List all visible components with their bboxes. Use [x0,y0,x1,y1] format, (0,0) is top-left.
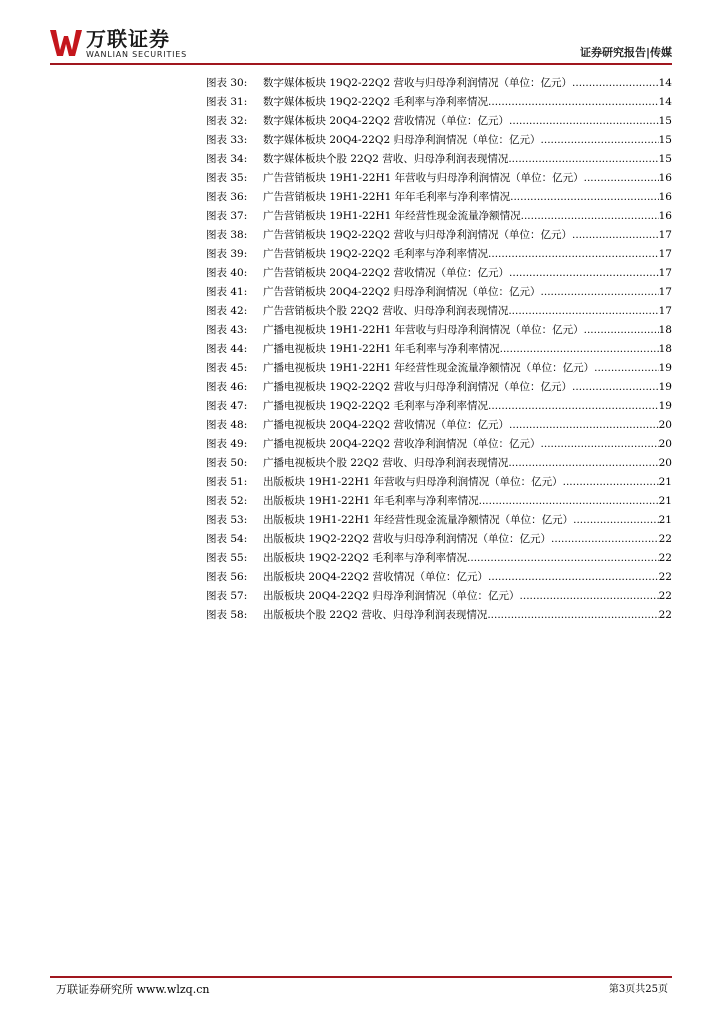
figure-page-number: 17 [658,286,672,298]
footer-publisher: 万联证券研究所 www.wlzq.cn [56,983,210,996]
leader-dots [488,245,659,264]
figure-page-number: 18 [658,324,672,336]
figure-page-number: 14 [658,96,672,108]
figure-title: 广告营销板块 19H1-22H1 年营收与归母净利润情况（单位：亿元） [263,172,584,184]
toc-entry[interactable] [206,416,672,435]
figure-number: 图表 44: [206,343,248,355]
toc-entry[interactable] [206,302,672,321]
leader-dots [509,112,659,131]
header-divider [50,63,672,65]
figure-number: 图表 49: [206,438,248,450]
leader-dots [572,226,659,245]
figure-title: 广告营销板块 19Q2-22Q2 毛利率与净利率情况 [263,248,489,260]
logo-english-name: WANLIAN SECURITIES [86,50,188,59]
figure-page-number: 17 [658,248,672,260]
figure-title: 数字媒体板块 20Q4-22Q2 营收情况（单位：亿元） [263,115,510,127]
figure-title: 数字媒体板块 19Q2-22Q2 毛利率与净利率情况 [263,96,489,108]
figure-title: 广播电视板块个股 22Q2 营收、归母净利润表现情况 [263,457,509,469]
figure-number: 图表 52: [206,495,248,507]
leader-dots [488,397,659,416]
figure-title: 广播电视板块 19H1-22H1 年毛利率与净利率情况 [263,343,500,355]
company-logo [50,28,187,60]
figure-page-number: 16 [658,191,672,203]
figure-number: 图表 56: [206,571,248,583]
figure-page-number: 22 [658,590,672,602]
toc-entry[interactable] [206,150,672,169]
leader-dots [541,435,659,454]
figure-number: 图表 50: [206,457,248,469]
figure-title: 出版板块 20Q4-22Q2 营收情况（单位：亿元） [263,571,489,583]
figure-number: 图表 45: [206,362,248,374]
figure-title: 广播电视板块 20Q4-22Q2 营收情况（单位：亿元） [263,419,510,431]
figure-number: 图表 46: [206,381,248,393]
leader-dots [584,321,659,340]
page-number: 第3页共25页 [608,984,668,995]
toc-entry[interactable] [206,492,672,511]
figure-page-number: 15 [658,115,672,127]
toc-entry[interactable] [206,74,672,93]
leader-dots [467,549,659,568]
figure-page-number: 19 [658,400,672,412]
figure-title: 广告营销板块 19Q2-22Q2 营收与归母净利润情况（单位：亿元） [263,229,573,241]
toc-entry[interactable] [206,131,672,150]
figure-title: 广播电视板块 19H1-22H1 年营收与归母净利润情况（单位：亿元） [263,324,584,336]
toc-entry[interactable] [206,435,672,454]
figure-title: 出版板块 19Q2-22Q2 营收与归母净利润情况（单位：亿元） [263,533,552,545]
leader-dots [563,473,659,492]
toc-entry[interactable] [206,207,672,226]
toc-entry[interactable] [206,454,672,473]
toc-entry[interactable] [206,112,672,131]
figure-title: 数字媒体板块 20Q4-22Q2 归母净利润情况（单位：亿元） [263,134,541,146]
figure-title: 数字媒体板块个股 22Q2 营收、归母净利润表现情况 [263,153,509,165]
leader-dots [508,302,658,321]
figure-number: 图表 37: [206,210,248,222]
toc-entry[interactable] [206,340,672,359]
toc-entry[interactable] [206,473,672,492]
figure-title: 数字媒体板块 19Q2-22Q2 营收与归母净利润情况（单位：亿元） [263,77,573,89]
report-category: 证券研究报告|传媒 [579,46,672,59]
figure-number: 图表 30: [206,77,248,89]
leader-dots [521,207,659,226]
figure-number: 图表 55: [206,552,248,564]
leader-dots [488,93,659,112]
leader-dots [509,264,659,283]
toc-entry[interactable] [206,511,672,530]
toc-entry[interactable] [206,397,672,416]
figure-page-number: 17 [658,267,672,279]
figure-number: 图表 48: [206,419,248,431]
leader-dots [520,587,659,606]
leader-dots [487,606,658,625]
leader-dots [551,530,659,549]
figure-number: 图表 42: [206,305,248,317]
figure-page-number: 16 [658,210,672,222]
toc-entry[interactable] [206,226,672,245]
figure-page-number: 15 [658,134,672,146]
leader-dots [572,74,659,93]
leader-dots [508,454,658,473]
toc-entry[interactable] [206,283,672,302]
figure-number: 图表 47: [206,400,248,412]
figure-page-number: 15 [658,153,672,165]
leader-dots [541,283,659,302]
wanlian-logo-icon [50,28,82,58]
figure-title: 出版板块个股 22Q2 营收、归母净利润表现情况 [263,609,488,621]
figure-page-number: 22 [658,533,672,545]
toc-entry[interactable] [206,530,672,549]
figure-number: 图表 32: [206,115,248,127]
figure-number: 图表 36: [206,191,248,203]
figure-title: 出版板块 19H1-22H1 年营收与归母净利润情况（单位：亿元） [263,476,563,488]
figure-title: 广告营销板块 19H1-22H1 年年毛利率与净利率情况 [263,191,511,203]
figure-page-number: 14 [658,77,672,89]
toc-entry[interactable] [206,568,672,587]
figure-page-number: 22 [658,552,672,564]
toc-entry[interactable] [206,606,672,625]
figure-page-number: 18 [658,343,672,355]
toc-entry[interactable] [206,169,672,188]
leader-dots [500,340,659,359]
leader-dots [594,359,659,378]
toc-entry[interactable] [206,188,672,207]
page-header [50,28,672,62]
toc-entry[interactable] [206,245,672,264]
toc-entry[interactable] [206,264,672,283]
figure-page-number: 16 [658,172,672,184]
figure-title: 广告营销板块 20Q4-22Q2 营收情况（单位：亿元） [263,267,510,279]
figure-title: 广播电视板块 19Q2-22Q2 毛利率与净利率情况 [263,400,489,412]
figure-title: 出版板块 20Q4-22Q2 归母净利润情况（单位：亿元） [263,590,520,602]
figure-number: 图表 51: [206,476,248,488]
figure-title: 广播电视板块 19Q2-22Q2 营收与归母净利润情况（单位：亿元） [263,381,573,393]
figure-number: 图表 43: [206,324,248,336]
leader-dots [479,492,659,511]
figure-page-number: 21 [658,476,672,488]
figure-title: 出版板块 19Q2-22Q2 毛利率与净利率情况 [263,552,468,564]
figure-title: 出版板块 19H1-22H1 年毛利率与净利率情况 [263,495,479,507]
leader-dots [509,416,659,435]
figure-title: 出版板块 19H1-22H1 年经营性现金流量净额情况（单位：亿元） [263,514,574,526]
figure-page-number: 20 [658,419,672,431]
figure-number: 图表 40: [206,267,248,279]
leader-dots [508,150,658,169]
figure-number: 图表 34: [206,153,248,165]
figure-number: 图表 58: [206,609,248,621]
figure-page-number: 17 [658,305,672,317]
toc-entry[interactable] [206,378,672,397]
figure-page-number: 22 [658,571,672,583]
figure-number: 图表 41: [206,286,248,298]
figure-page-number: 21 [658,495,672,507]
toc-entry[interactable] [206,549,672,568]
figure-title: 广告营销板块 20Q4-22Q2 归母净利润情况（单位：亿元） [263,286,541,298]
figure-number: 图表 33: [206,134,248,146]
figure-title: 广告营销板块 19H1-22H1 年经营性现金流量净额情况 [263,210,521,222]
toc-entry[interactable] [206,93,672,112]
leader-dots [488,568,659,587]
figure-page-number: 20 [658,457,672,469]
figure-number: 图表 53: [206,514,248,526]
leader-dots [573,511,659,530]
toc-entry[interactable] [206,321,672,340]
leader-dots [584,169,659,188]
leader-dots [510,188,659,207]
figure-number: 图表 54: [206,533,248,545]
figure-page-number: 17 [658,229,672,241]
figure-number: 图表 39: [206,248,248,260]
leader-dots [572,378,659,397]
logo-chinese-name: 万联证券 [86,27,170,51]
footer-divider [50,976,672,978]
figure-number: 图表 57: [206,590,248,602]
figure-title: 广播电视板块 19H1-22H1 年经营性现金流量净额情况（单位：亿元） [263,362,595,374]
figure-page-number: 22 [658,609,672,621]
figure-list [206,74,672,625]
figure-title: 广告营销板块个股 22Q2 营收、归母净利润表现情况 [263,305,509,317]
toc-entry[interactable] [206,587,672,606]
figure-number: 图表 35: [206,172,248,184]
figure-page-number: 20 [658,438,672,450]
figure-number: 图表 38: [206,229,248,241]
leader-dots [541,131,659,150]
figure-title: 广播电视板块 20Q4-22Q2 营收净利润情况（单位：亿元） [263,438,541,450]
figure-page-number: 19 [658,362,672,374]
figure-number: 图表 31: [206,96,248,108]
figure-page-number: 21 [658,514,672,526]
figure-page-number: 19 [658,381,672,393]
toc-entry[interactable] [206,359,672,378]
